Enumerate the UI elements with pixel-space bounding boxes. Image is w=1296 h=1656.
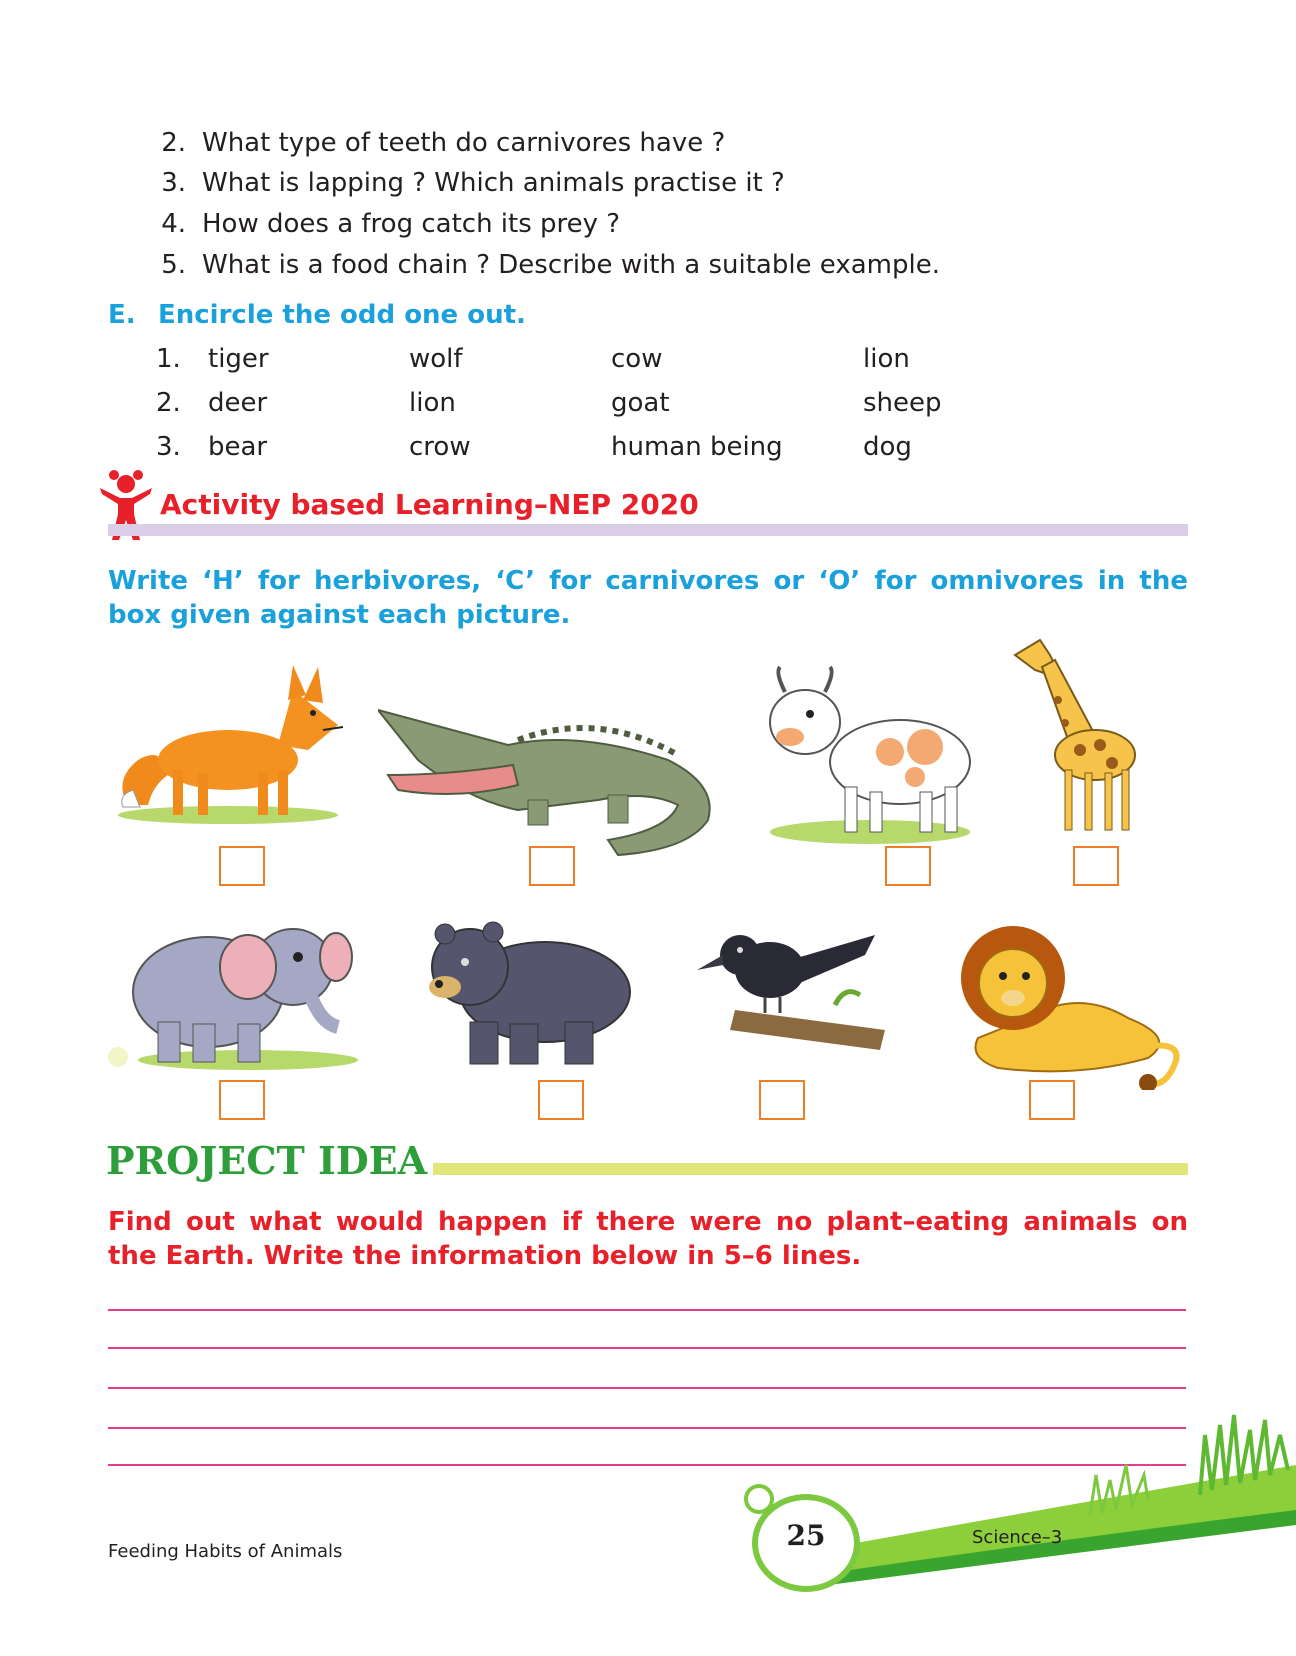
writing-line[interactable] <box>108 1387 1186 1389</box>
question-number: 2. <box>161 128 186 158</box>
writing-line[interactable] <box>108 1309 1186 1311</box>
question-text: What type of teeth do carnivores have ? <box>202 128 726 158</box>
answer-box-crow[interactable] <box>759 1080 805 1120</box>
chapter-footer: Feeding Habits of Animals <box>108 1541 343 1562</box>
answer-box-cow[interactable] <box>885 846 931 886</box>
answer-box-bear[interactable] <box>538 1080 584 1120</box>
option-word[interactable]: human being <box>611 432 783 462</box>
odd-one-out-row-1 <box>156 344 956 378</box>
option-word[interactable]: wolf <box>409 344 463 374</box>
option-word[interactable]: goat <box>611 388 670 418</box>
book-footer: Science–3 <box>972 1527 1063 1548</box>
answer-box-fox[interactable] <box>219 846 265 886</box>
writing-line[interactable] <box>108 1347 1186 1349</box>
answer-box-giraffe[interactable] <box>1073 846 1119 886</box>
odd-one-out-row-2 <box>156 388 956 422</box>
answer-box-crocodile[interactable] <box>529 846 575 886</box>
question-text: How does a frog catch its prey ? <box>202 209 621 239</box>
question-number: 5. <box>161 250 186 280</box>
section-e-letter: E. <box>108 300 136 330</box>
answer-box-lion[interactable] <box>1029 1080 1075 1120</box>
odd-one-out-row-3 <box>156 432 956 466</box>
elephant-image <box>108 912 358 1072</box>
option-word[interactable]: cow <box>611 344 663 374</box>
section-e-title: Encircle the odd one out. <box>158 300 526 330</box>
option-word[interactable]: bear <box>208 432 268 462</box>
answer-box-elephant[interactable] <box>219 1080 265 1120</box>
option-word[interactable]: tiger <box>208 344 269 374</box>
question-text: What is lapping ? Which animals practise it ? <box>202 168 785 198</box>
activity-title: Activity based Learning–NEP 2020 <box>160 488 699 521</box>
row-number: 3. <box>156 432 181 462</box>
question-number: 4. <box>161 209 186 239</box>
question-number: 3. <box>161 168 186 198</box>
fox-image <box>108 655 348 825</box>
crow-image <box>695 925 895 1050</box>
bear-image <box>425 912 635 1072</box>
activity-instruction: Write ‘H’ for herbivores, ‘C’ for carnivores or ‘O’ for omnivores in the box given against each picture. <box>108 566 1188 630</box>
option-word[interactable]: dog <box>863 432 912 462</box>
page-number: 25 <box>786 1519 826 1552</box>
activity-divider <box>108 524 1188 536</box>
page-number-bubble <box>744 1484 774 1514</box>
option-word[interactable]: crow <box>409 432 471 462</box>
giraffe-image <box>1000 625 1150 840</box>
row-number: 2. <box>156 388 181 418</box>
option-word[interactable]: lion <box>863 344 910 374</box>
question-text: What is a food chain ? Describe with a suitable example. <box>202 250 940 280</box>
lion-image <box>958 918 1188 1090</box>
project-title: PROJECT IDEA <box>106 1138 433 1183</box>
cow-image <box>750 662 990 847</box>
option-word[interactable]: sheep <box>863 388 942 418</box>
crocodile-image <box>378 690 738 865</box>
option-word[interactable]: lion <box>409 388 456 418</box>
row-number: 1. <box>156 344 181 374</box>
option-word[interactable]: deer <box>208 388 268 418</box>
section-e-heading <box>108 300 526 330</box>
project-instruction: Find out what would happen if there were no plant–eating animals on the Earth. Write the information below in 5–6 lines. <box>108 1207 1188 1271</box>
